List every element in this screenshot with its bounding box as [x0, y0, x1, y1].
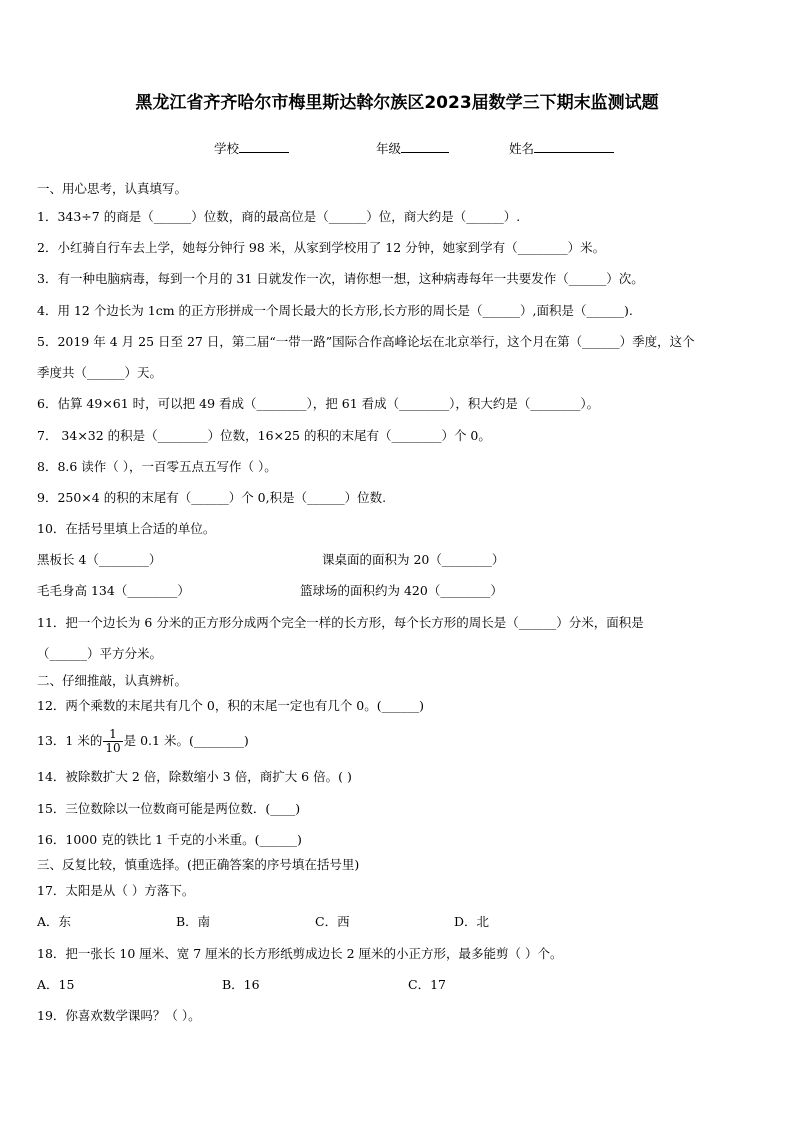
- question-7: 7． 34×32 的积是（________）位数，16×25 的积的末尾有（________）个 0。: [37, 428, 491, 443]
- grade-blank[interactable]: [401, 140, 449, 153]
- question-11-line-1: 11．把一个边长为 6 分米的正方形分成两个完全一样的长方形，每个长方形的周长是（______）分米，面积是: [37, 615, 644, 630]
- question-6: 6．估算 49×61 时，可以把 49 看成（________），把 61 看成（________），积大约是（________）。: [37, 396, 600, 411]
- question-3: 3．有一种电脑病毒，每到一个月的 31 日就发作一次，请你想一想，这种病毒每年一共要发作（______）次。: [37, 271, 644, 286]
- question-15: 15．三位数除以一位数商可能是两位数．(____): [37, 801, 301, 816]
- fraction-numerator: 1: [103, 728, 122, 742]
- q18-option-a[interactable]: A．15: [37, 977, 75, 992]
- question-2: 2．小红骑自行车去上学，她每分钟行 98 米，从家到学校用了 12 分钟，她家到学有（________）米。: [37, 240, 606, 255]
- question-13: [37, 722, 249, 760]
- question-1: 1．343÷7 的商是（______）位数，商的最高位是（______）位，商大约是（______）.: [37, 209, 521, 224]
- q17-option-c[interactable]: C．西: [315, 914, 350, 929]
- page-title: 黑龙江省齐齐哈尔市梅里斯达斡尔族区2023届数学三下期末监测试题: [135, 93, 659, 113]
- student-info-row: [214, 140, 289, 158]
- question-8: 8．8.6 读作（ ），一百零五点五写作（ ）。: [37, 459, 277, 474]
- question-10-item-c: 毛毛身高 134（________）: [37, 583, 190, 598]
- q18-option-b[interactable]: B．16: [222, 977, 260, 992]
- question-10-item-d: 篮球场的面积约为 420（________）: [300, 583, 503, 598]
- q17-option-b[interactable]: B．南: [176, 914, 211, 929]
- fraction-one-tenth: [103, 728, 122, 755]
- question-10-item-b: 课桌面的面积为 20（________）: [322, 552, 505, 567]
- fraction-denominator: 10: [105, 741, 121, 755]
- question-14: 14．被除数扩大 2 倍，除数缩小 3 倍，商扩大 6 倍。( ): [37, 769, 352, 784]
- question-4: 4．用 12 个边长为 1cm 的正方形拼成一个周长最大的长方形,长方形的周长是（______）,面积是（______).: [37, 303, 633, 318]
- name-blank[interactable]: [534, 140, 614, 153]
- q17-option-a[interactable]: A．东: [37, 914, 72, 929]
- question-11-line-2: （______）平方分米。: [37, 646, 163, 661]
- question-5-line-2: 季度共（______）天。: [37, 365, 163, 380]
- school-blank[interactable]: [239, 140, 289, 153]
- section-1-heading: 一、用心思考，认真填写。: [37, 181, 188, 196]
- grade-info: [376, 140, 449, 158]
- question-12: 12．两个乘数的末尾共有几个 0，积的末尾一定也有几个 0。(______): [37, 698, 425, 713]
- question-16: 16．1000 克的铁比 1 千克的小米重。(______): [37, 832, 302, 847]
- q18-option-c[interactable]: C．17: [408, 977, 446, 992]
- school-label: 学校: [214, 141, 240, 156]
- name-info: [509, 140, 614, 158]
- q17-option-d[interactable]: D．北: [454, 914, 490, 929]
- name-label: 姓名: [509, 141, 535, 156]
- grade-label: 年级: [376, 141, 402, 156]
- question-9: 9．250×4 的积的末尾有（______）个 0,积是（______）位数.: [37, 490, 387, 505]
- question-10-item-a: 黑板长 4（________）: [37, 552, 162, 567]
- section-2-heading: 二、仔细推敲，认真辨析。: [37, 673, 188, 688]
- question-18: 18．把一张长 10 厘米、宽 7 厘米的长方形纸剪成边长 2 厘米的小正方形，最多能剪（ ）个。: [37, 946, 563, 961]
- question-10: 10．在括号里填上合适的单位。: [37, 521, 216, 536]
- question-13-prefix: 13．1 米的: [37, 733, 103, 748]
- question-13-suffix: 是 0.1 米。(________): [123, 733, 249, 748]
- question-5-line-1: 5．2019 年 4 月 25 日至 27 日，第二届“一带一路”国际合作高峰论坛在北京举行，这个月在第（______）季度，这个: [37, 334, 695, 349]
- section-3-heading: 三、反复比较，慎重选择。(把正确答案的序号填在括号里): [37, 857, 360, 872]
- question-19: 19．你喜欢数学课吗？（ ）。: [37, 1008, 201, 1023]
- question-17: 17．太阳是从（ ）方落下。: [37, 883, 195, 898]
